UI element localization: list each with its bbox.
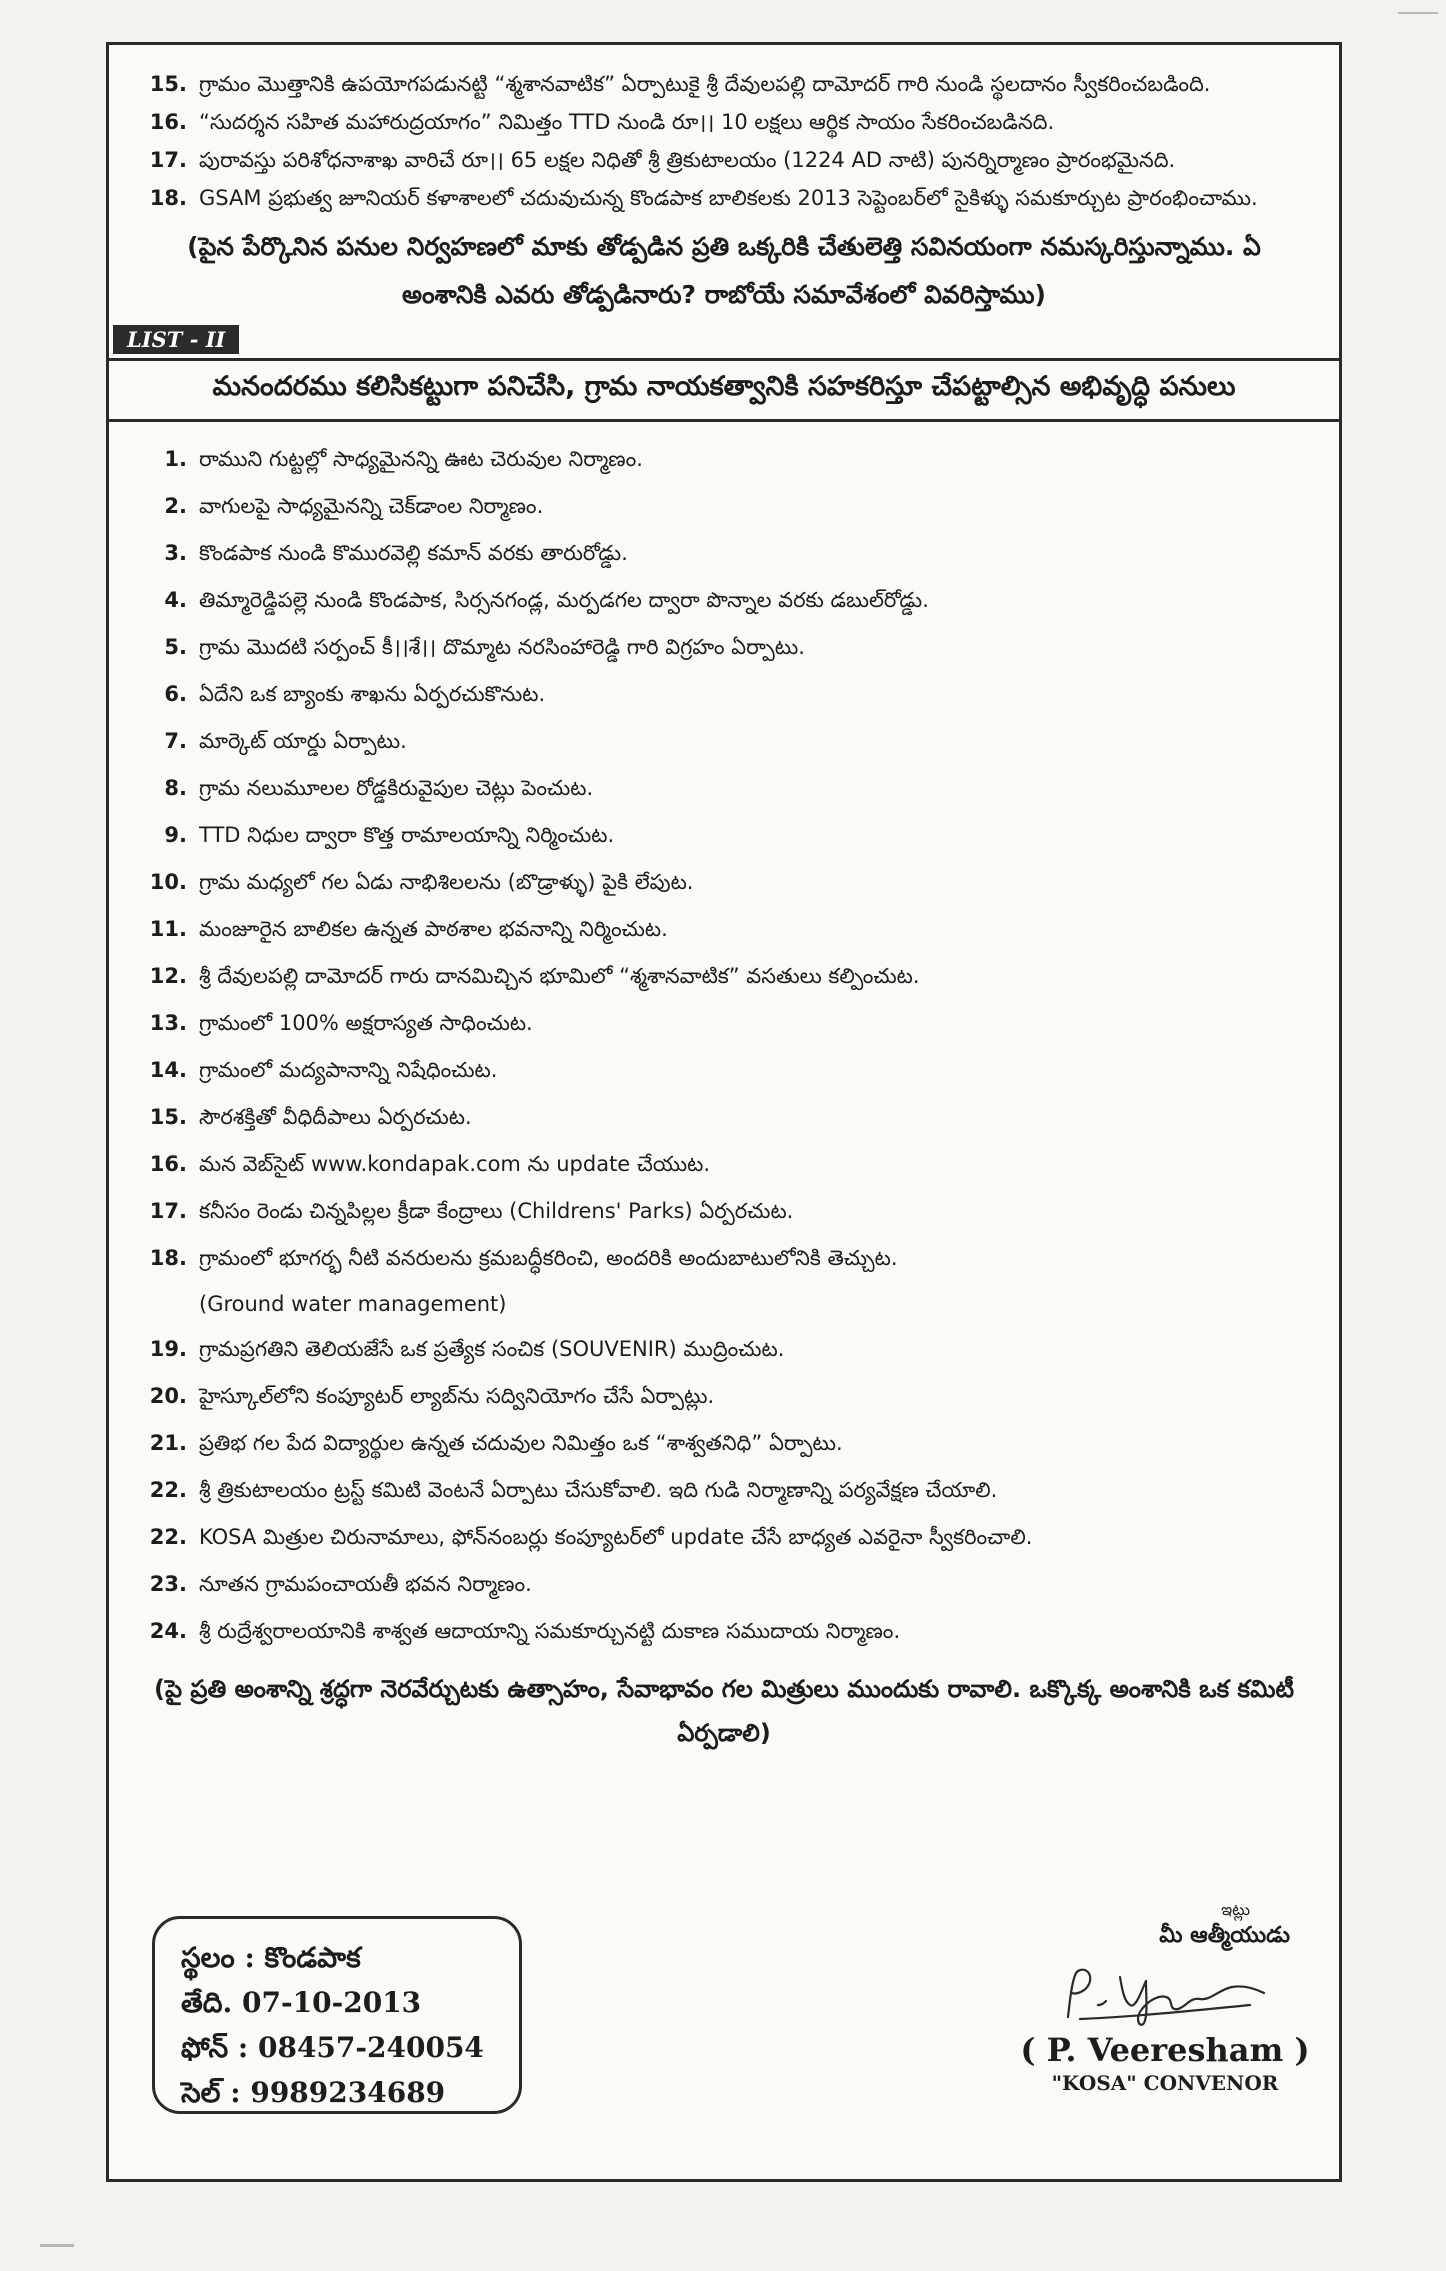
thanks-note: (పైన పేర్కొనిన పనుల నిర్వహణలో మాకు తోడ్పడిన ప్రతి ఒక్కరికి చేతులెత్తి సవినయంగా నమస్కరిస్తున్నాము. ఏ అంశానికి ఎవరు తోడ్పడినారు? రాబోయే సమావేశంలో వివరిస్తాము) xyxy=(187,232,1261,309)
list-2-badge: LIST - II xyxy=(113,325,239,354)
list-item xyxy=(129,859,1319,906)
item-text: శ్రీ త్రికుటాలయం ట్రస్ట్ కమిటి వెంటనే ఏర్పాటు చేసుకోవాలి. ఇది గుడి నిర్మాణాన్ని పర్యవేక్షణ చేయాలి. xyxy=(199,1478,998,1502)
phone-line: ఫోన్ : 08457-240054 xyxy=(181,2031,484,2064)
contact-box xyxy=(152,1916,522,2114)
list-item xyxy=(129,1047,1319,1094)
itlu-label: ఇట్లు xyxy=(1221,1900,1250,1919)
item-number: 16. xyxy=(149,110,187,134)
item-text: గ్రామ నలుమూలల రోడ్డకిరువైపుల చెట్లు పెంచుట. xyxy=(199,776,594,800)
scan-mark xyxy=(1398,12,1438,14)
item-text: నూతన గ్రామపంచాయతీ భవన నిర్మాణం. xyxy=(199,1572,532,1596)
item-number: 1. xyxy=(164,447,187,471)
item-number: 18. xyxy=(149,186,187,210)
item-text: GSAM ప్రభుత్వ జూనియర్ కళాశాలలో చదువుచున్న కొండపాక బాలికలకు 2013 సెప్టెంబర్‌లో సైకిళ్ళు సమకూర్చుట ప్రారంభించాము. xyxy=(199,186,1258,210)
item-text: శ్రీ రుద్రేశ్వరాలయానికి శాశ్వత ఆదాయాన్ని సమకూర్చునట్టి దుకాణ సముదాయ నిర్మాణం. xyxy=(199,1619,901,1643)
list-item xyxy=(129,1326,1319,1373)
list-item xyxy=(129,1514,1319,1561)
signatory-name: ( P. Veeresham ) xyxy=(1020,2031,1310,2069)
item-text: రాముని గుట్టల్లో సాధ్యమైనన్ని ఊట చెరువుల నిర్మాణం. xyxy=(199,447,643,471)
item-number: 24. xyxy=(149,1619,187,1643)
list-item xyxy=(129,530,1319,577)
place-line: స్థలం : కొండపాక xyxy=(181,1941,361,1974)
item-text: గ్రామ మొదటి సర్పంచ్ కీ।।శే।। దొమ్మాట నరసింహారెడ్డి గారి విగ్రహం ఏర్పాటు. xyxy=(199,635,805,659)
item-number: 18. xyxy=(149,1246,187,1270)
document-frame xyxy=(106,42,1342,2182)
item-text: “సుదర్శన సహిత మహారుద్రయాగం” నిమిత్తం TTD నుండి రూ।। 10 లక్షలు ఆర్థిక సాయం సేకరించబడినది. xyxy=(199,110,1055,134)
item-text: గ్రామంలో భూగర్భ నీటి వనరులను క్రమబద్ధీకరించి, అందరికి అందుబాటులోనికి తెచ్చుట. xyxy=(199,1246,898,1270)
item-number: 22. xyxy=(149,1478,187,1502)
item-number: 15. xyxy=(149,1105,187,1129)
list-item xyxy=(129,1467,1319,1514)
signature-block xyxy=(1000,1900,1330,2095)
item-number: 15. xyxy=(149,72,187,96)
item-text: మార్కెట్ యార్డు ఏర్పాటు. xyxy=(199,729,407,753)
item-text: ఏదేని ఒక బ్యాంకు శాఖను ఏర్పరచుకొనుట. xyxy=(199,682,546,706)
item-number: 23. xyxy=(149,1572,187,1596)
list-item xyxy=(129,179,1319,217)
item-text: గ్రామంలో 100% అక్షరాస్యత సాధించుట. xyxy=(199,1011,533,1035)
item-text: మంజూరైన బాలికల ఉన్నత పాఠశాల భవనాన్ని నిర్మించుట. xyxy=(199,917,668,941)
item-number: 14. xyxy=(149,1058,187,1082)
item-number: 9. xyxy=(164,823,187,847)
item-text: తిమ్మారెడ్డిపల్లె నుండి కొండపాక, సిర్సనగండ్ల, మర్పడగల ద్వారా పొన్నాల వరకు డబుల్‌రోడ్డు. xyxy=(199,588,929,612)
appeal-note: (పై ప్రతి అంశాన్ని శ్రద్ధగా నెరవేర్చుటకు ఉత్సాహం, సేవాభావం గల మిత్రులు ముందుకు రావాలి. ఒక్కొక్క అంశానికి ఒక కమిటీ ఏర్పడాలి) xyxy=(154,1675,1294,1747)
item-text: శ్రీ దేవులపల్లి దామోదర్ గారు దానమిచ్చిన భూమిలో “శ్మశానవాటిక” వసతులు కల్పించుట. xyxy=(199,964,920,988)
list-item xyxy=(129,436,1319,483)
list-item xyxy=(129,1608,1319,1655)
cell-line: సెల్ : 9989234689 xyxy=(181,2076,446,2109)
item-text: సౌరశక్తితో వీధిదీపాలు ఏర్పరచుట. xyxy=(199,1105,472,1129)
item-number: 19. xyxy=(149,1337,187,1361)
item-text: గ్రామంలో మద్యపానాన్ని నిషేధించుట. xyxy=(199,1058,498,1082)
item-text: ప్రతిభ గల పేద విద్యార్థుల ఉన్నత చదువుల నిమిత్తం ఒక “శాశ్వతనిధి” ఏర్పాటు. xyxy=(199,1431,843,1455)
list-item xyxy=(129,1420,1319,1467)
item-text: గ్రామప్రగతిని తెలియజేసే ఒక ప్రత్యేక సంచిక (SOUVENIR) ముద్రించుట. xyxy=(199,1337,785,1361)
list-item xyxy=(129,103,1319,141)
item-text: గ్రామ మధ్యలో గల ఏడు నాభిశిలలను (బొడ్రాళ్ళు) పైకి లేపుట. xyxy=(199,870,694,894)
item-number: 17. xyxy=(149,1199,187,1223)
item-text: వాగులపై సాధ్యమైనన్ని చెక్‌డాంల నిర్మాణం. xyxy=(199,494,544,518)
yours-label: మీ ఆత్మీయుడు xyxy=(1159,1923,1290,1948)
handwritten-signature xyxy=(1050,1959,1280,2029)
list-item xyxy=(129,1561,1319,1608)
item-18-continuation: (Ground water management) xyxy=(199,1292,507,1316)
item-number: 8. xyxy=(164,776,187,800)
item-number: 10. xyxy=(149,870,187,894)
list-item xyxy=(129,483,1319,530)
list-item xyxy=(129,1141,1319,1188)
item-number: 7. xyxy=(164,729,187,753)
item-number: 21. xyxy=(149,1431,187,1455)
list-item xyxy=(129,577,1319,624)
item-text: కొండపాక నుండి కొమురవెల్లి కమాన్ వరకు తారురోడ్డు. xyxy=(199,541,628,565)
item-number: 4. xyxy=(164,588,187,612)
list-item xyxy=(129,1373,1319,1420)
list-item xyxy=(129,141,1319,179)
list-item xyxy=(129,1188,1319,1235)
item-number: 12. xyxy=(149,964,187,988)
item-text: కనీసం రెండు చిన్నపిల్లల క్రీడా కేంద్రాలు (Childrens' Parks) ఏర్పరచుట. xyxy=(199,1199,794,1223)
item-number: 22. xyxy=(149,1525,187,1549)
item-number: 3. xyxy=(164,541,187,565)
list-2-heading: మనందరము కలిసికట్టుగా పనిచేసి, గ్రామ నాయకత్వానికి సహకరిస్తూ చేపట్టాల్సిన అభివృద్ధి పనులు xyxy=(109,358,1339,422)
list-item xyxy=(129,1235,1319,1282)
item-number: 16. xyxy=(149,1152,187,1176)
item-number: 5. xyxy=(164,635,187,659)
list-item xyxy=(129,65,1319,103)
list-item xyxy=(129,953,1319,1000)
list-2-items xyxy=(109,422,1339,1755)
list-item xyxy=(129,1094,1319,1141)
item-number: 20. xyxy=(149,1384,187,1408)
item-number: 6. xyxy=(164,682,187,706)
item-text: హైస్కూల్‌లోని కంప్యూటర్ ల్యాబ్‌ను సద్వినియోగం చేసే ఏర్పాట్లు. xyxy=(199,1384,715,1408)
item-text: KOSA మిత్రుల చిరునామాలు, ఫోన్‌నంబర్లు కంప్యూటర్‌లో update చేసే బాధ్యత ఎవరైనా స్వీకరించాలి. xyxy=(199,1525,1033,1549)
list-item xyxy=(129,718,1319,765)
item-text: TTD నిధుల ద్వారా కొత్త రామాలయాన్ని నిర్మించుట. xyxy=(199,823,615,847)
item-number: 11. xyxy=(149,917,187,941)
list-item xyxy=(129,765,1319,812)
item-text: మన వెబ్‌సైట్ www.kondapak.com ను update చేయుట. xyxy=(199,1152,711,1176)
date-line: తేది. 07-10-2013 xyxy=(181,1986,422,2019)
scan-mark xyxy=(40,2244,74,2247)
list-item xyxy=(129,624,1319,671)
item-number: 17. xyxy=(149,148,187,172)
item-number: 2. xyxy=(164,494,187,518)
list-1-continuation xyxy=(109,45,1339,319)
item-text: గ్రామం మొత్తానికి ఉపయోగపడునట్టి “శ్మశానవాటిక” ఏర్పాటుకై శ్రీ దేవులపల్లి దామోదర్ గారి నుండి స్థలదానం స్వీకరించబడింది. xyxy=(199,72,1211,96)
list-item xyxy=(129,906,1319,953)
signatory-title: "KOSA" CONVENOR xyxy=(1051,2071,1279,2095)
list-item xyxy=(129,812,1319,859)
item-number: 13. xyxy=(149,1011,187,1035)
list-item xyxy=(129,671,1319,718)
item-text: పురావస్తు పరిశోధనాశాఖ వారిచే రూ।। 65 లక్షల నిధితో శ్రీ త్రికుటాలయం (1224 AD నాటి) పునర్నిర్మాణం ప్రారంభమైనది. xyxy=(199,148,1176,172)
list-item xyxy=(129,1000,1319,1047)
